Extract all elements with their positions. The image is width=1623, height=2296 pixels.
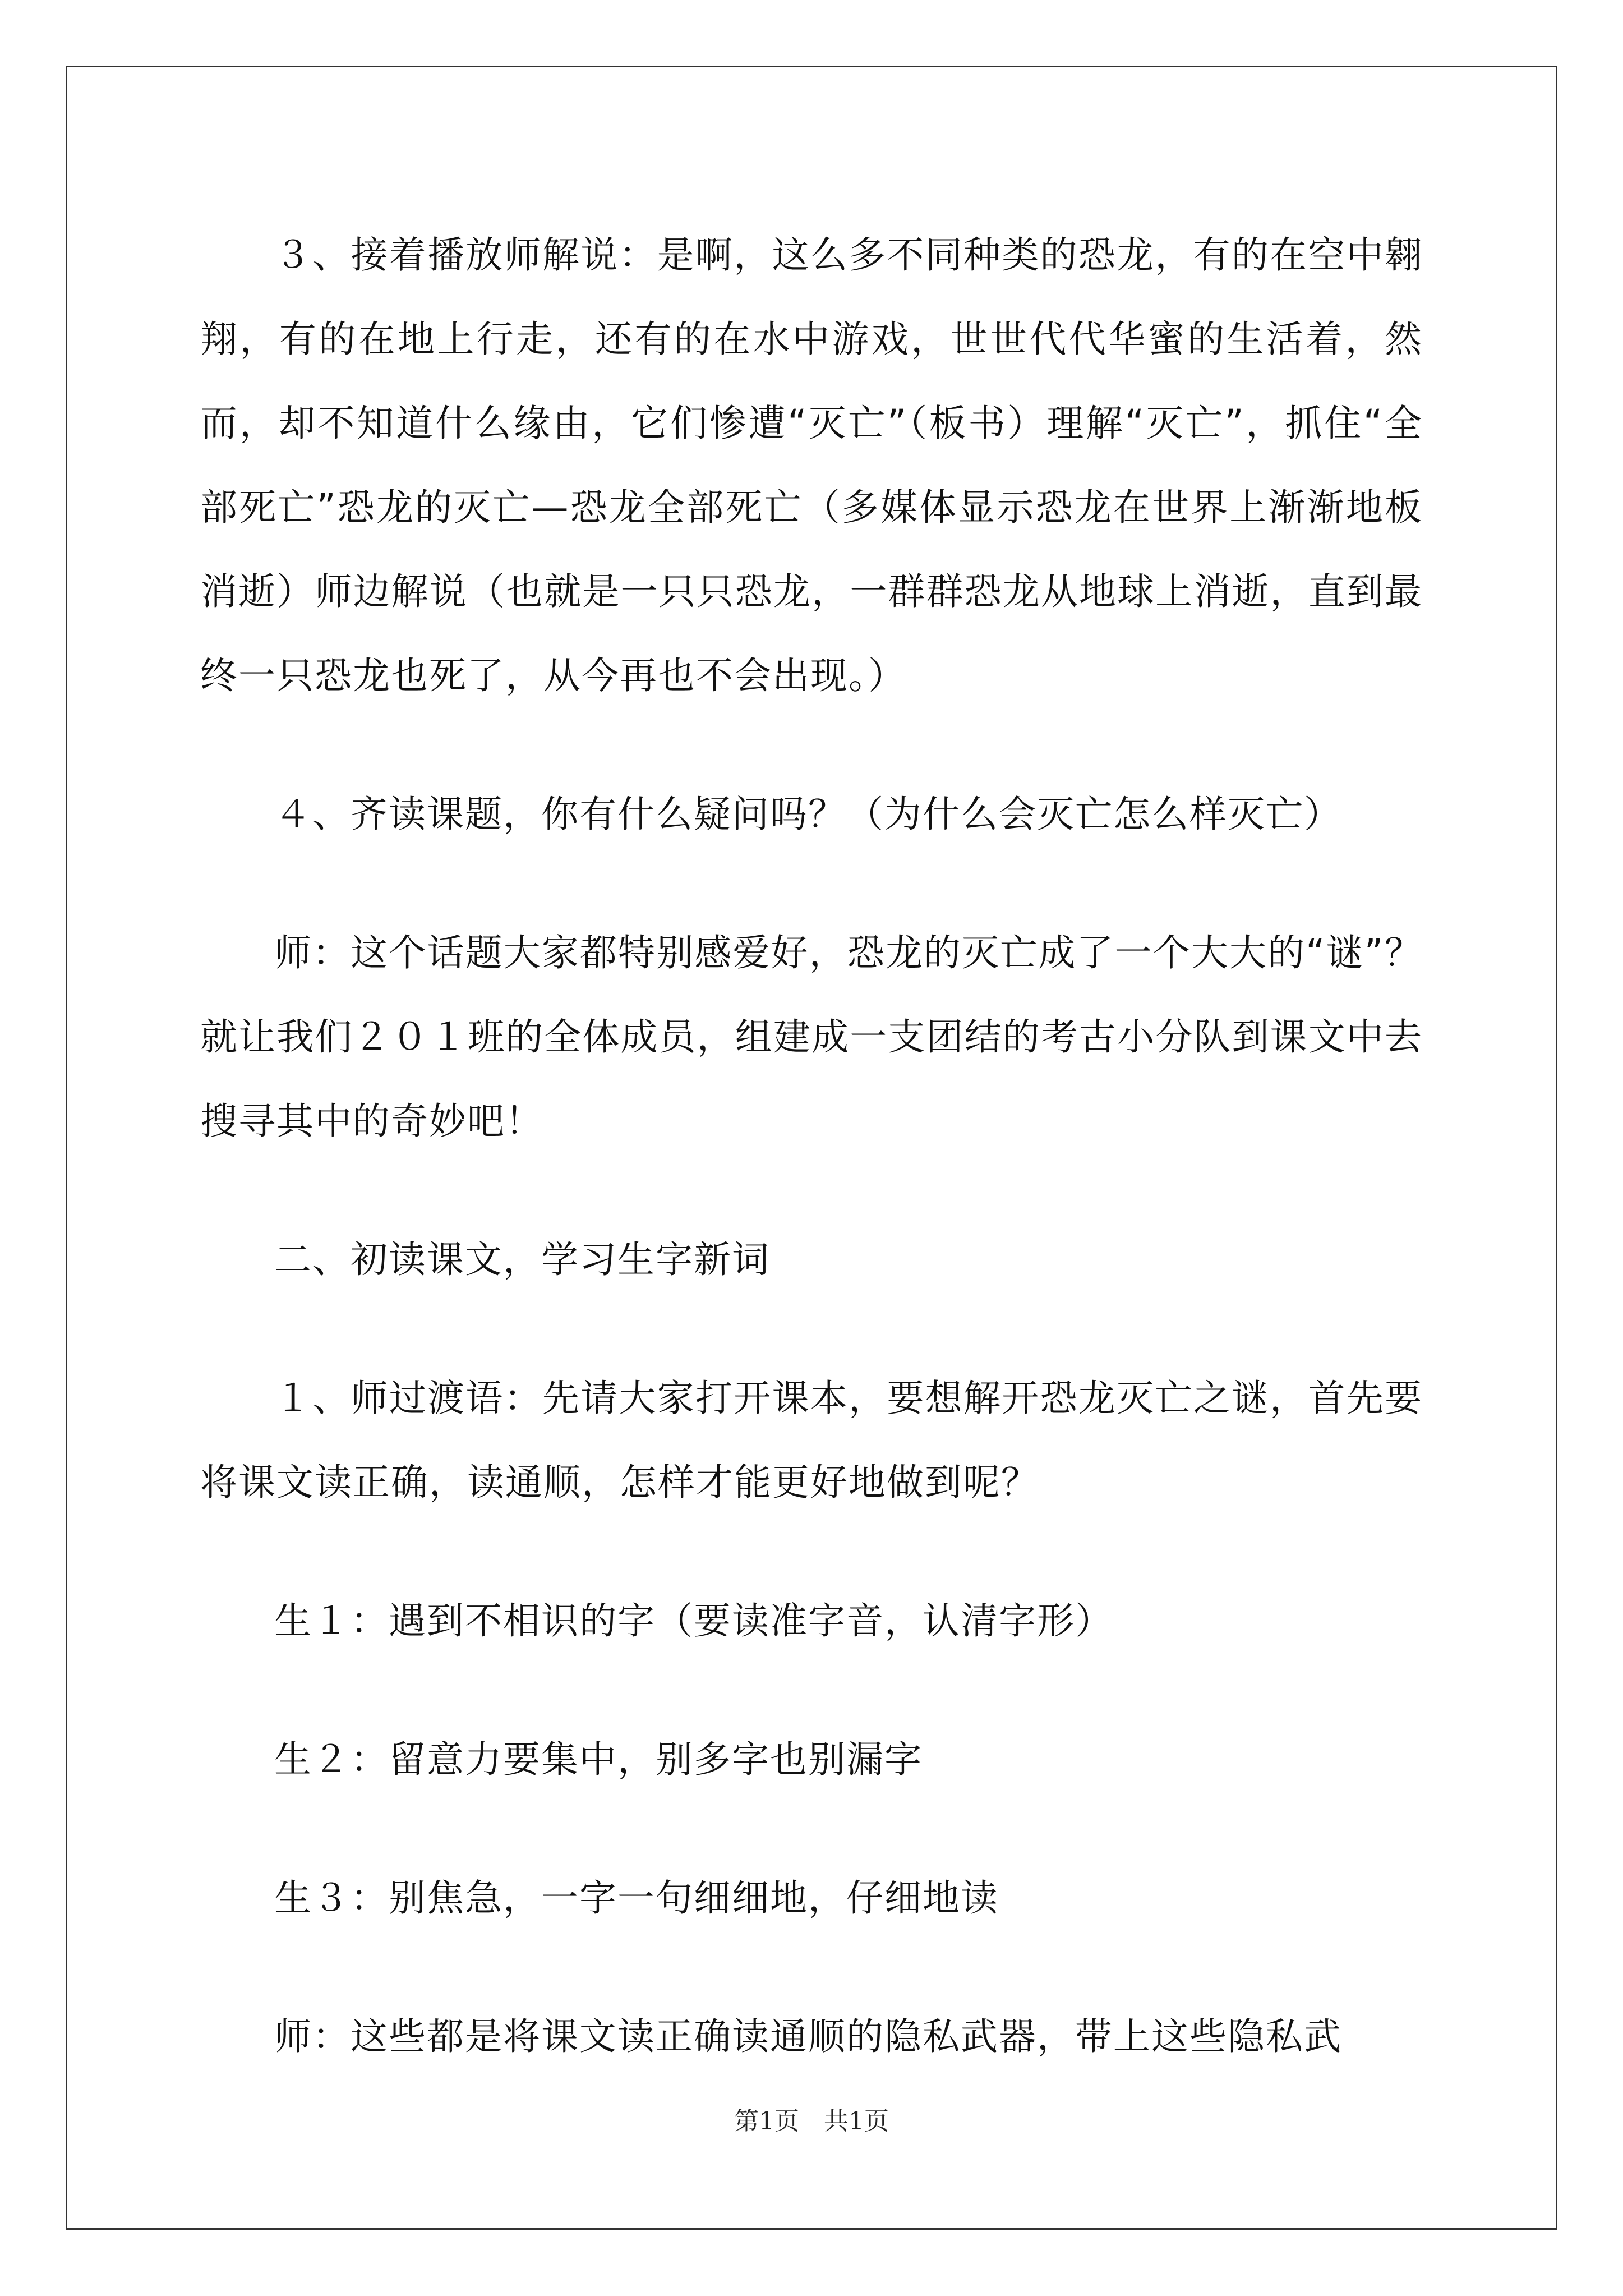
paragraph-3: 师：这个话题大家都特别感爱好，恐龙的灭亡成了一个大大的“谜”？就让我们２０１班的全体成员，组建成一支团结的考古小分队到课文中去搜寻其中的奇妙吧！ — [200, 931, 1423, 1143]
paragraph-1: ３、接着播放师解说：是啊，这么多不同种类的恐龙，有的在空中翱翔，有的在地上行走，还有的在水中游戏，世世代代华蜜的生活着，然而，却不知道什么缘由，它们惨遭“灭亡”（板书）理解“灭亡”，抓住“全部死亡”恐龙的灭亡—恐龙全部死亡（多媒体显示恐龙在世界上渐渐地板消逝）师边解说（也就是一只只恐龙，一群群恐龙从地球上消逝，直到最终一只恐龙也死了，从今再也不会出现。） — [200, 233, 1423, 697]
paragraph-7: 生２：留意力要集中，别多字也别漏字 — [274, 1738, 923, 1781]
document-body — [200, 213, 1423, 2133]
page-number: 第1页 — [734, 2107, 799, 2136]
paragraph-5: １、师过渡语：先请大家打开课本，要想解开恐龙灭亡之谜，首先要将课文读正确，读通顺，怎样才能更好地做到呢？ — [200, 1377, 1423, 1504]
paragraph-4: 二、初读课文，学习生字新词 — [274, 1238, 770, 1281]
paragraph-6: 生１：遇到不相识的字（要读准字音，认清字形） — [274, 1599, 1113, 1642]
paragraph-9: 师：这些都是将课文读正确读通顺的隐私武器，带上这些隐私武 — [274, 2015, 1342, 2058]
page-footer — [0, 2101, 1623, 2137]
paragraph-8: 生３：别焦急，一字一句细细地，仔细地读 — [274, 1876, 999, 1920]
paragraph-2: ４、齐读课题，你有什么疑问吗？（为什么会灭亡怎么样灭亡） — [274, 793, 1342, 836]
page-total: 共1页 — [824, 2107, 889, 2136]
